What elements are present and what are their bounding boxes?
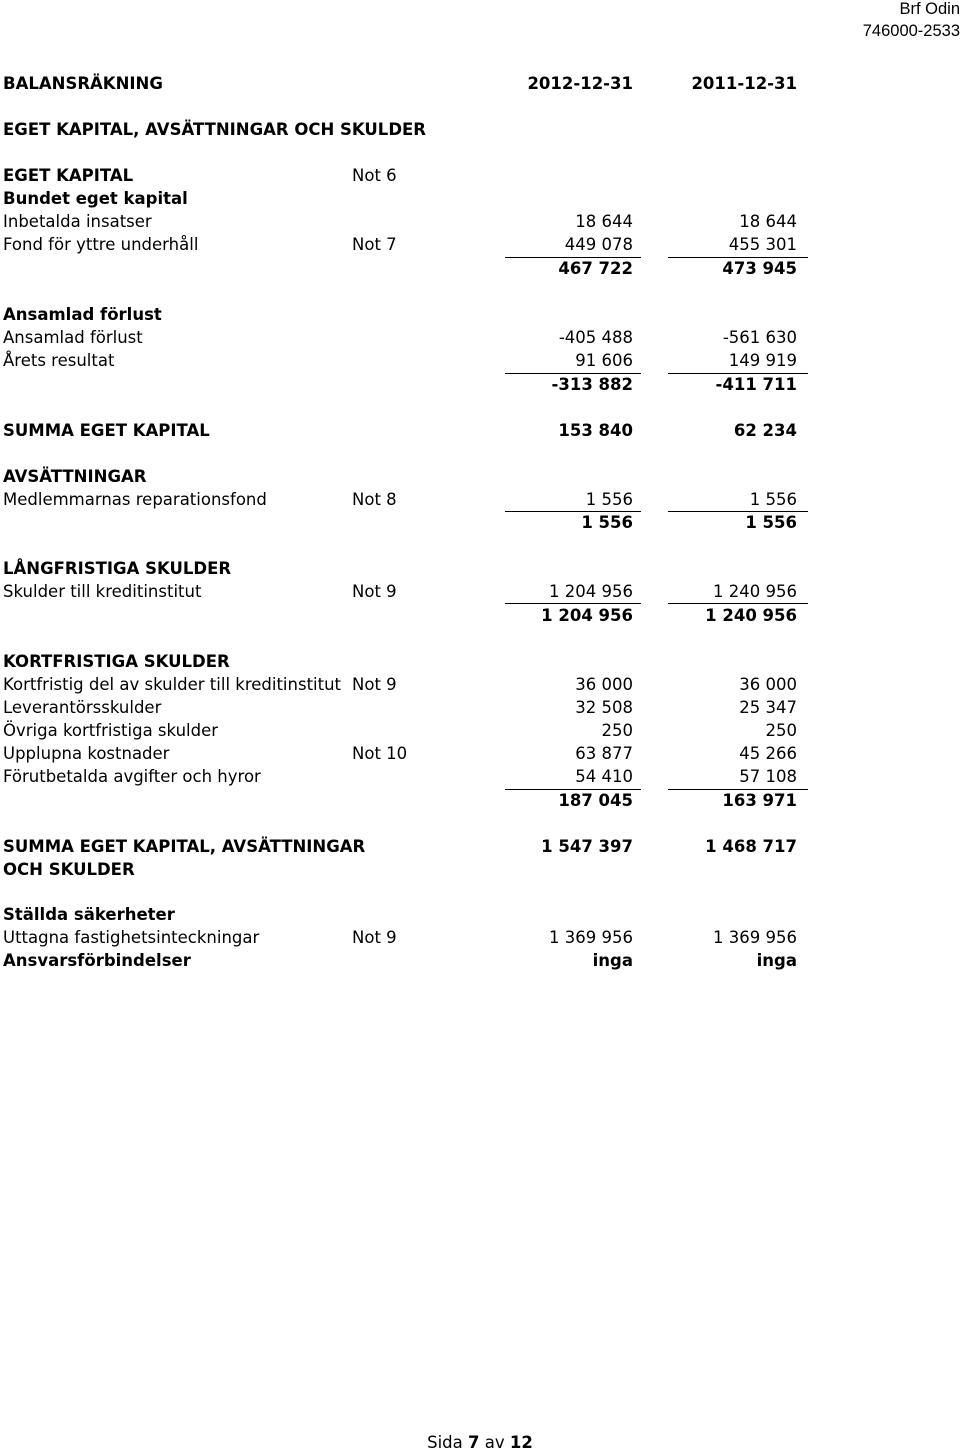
subtotal-2012: 187 045 [558,791,633,810]
value-2011: 1 240 956 [713,582,797,601]
value-2011: -561 630 [722,328,797,347]
equity-note: Not 6 [352,166,397,185]
row-label: Förutbetalda avgifter och hyror [3,767,261,786]
footer-mid: av [484,1433,505,1452]
section-title: EGET KAPITAL, AVSÄTTNINGAR OCH SKULDER [3,120,426,139]
equity-heading: EGET KAPITAL [3,166,134,185]
value-2012: 54 410 [575,767,633,786]
table-row [0,326,960,349]
provisions-heading-row [0,465,960,488]
provisions-heading: AVSÄTTNINGAR [3,467,147,486]
value-2012: 18 644 [575,212,633,231]
value-2012: 250 [601,721,633,740]
table-row [0,349,960,372]
value-2011: 57 108 [739,767,797,786]
subtotal-2011: 163 971 [722,791,797,810]
value-2011: 45 266 [739,744,797,763]
subtotal-row [0,511,960,534]
contingent-2012: inga [592,951,633,970]
grand-total-2011: 1 468 717 [705,837,797,856]
footer-total-pages: 12 [509,1433,533,1452]
value-2011: 1 556 [749,490,797,509]
accumulated-loss-heading: Ansamlad förlust [3,305,162,324]
restricted-equity-heading-row [0,187,960,210]
balance-sheet-title-row [0,72,960,95]
row-note: Not 10 [352,744,408,763]
section-title-row [0,118,960,141]
table-row [0,742,960,765]
footer-prefix: Sida [427,1433,463,1452]
table-row [0,210,960,233]
table-row [0,233,960,256]
value-2012: 91 606 [575,351,633,370]
equity-heading-row [0,164,960,187]
column-header-2011: 2011-12-31 [691,74,797,93]
contingent-label: Ansvarsförbindelser [3,951,191,970]
equity-total-row [0,419,960,442]
pledged-heading-row [0,903,960,926]
value-2011: 36 000 [739,675,797,694]
value-2012: 449 078 [564,235,633,254]
value-2011: 25 347 [739,698,797,717]
row-label: Övriga kortfristiga skulder [3,721,219,740]
restricted-equity-heading: Bundet eget kapital [3,189,188,208]
row-note: Not 9 [352,675,397,694]
value-2011: 250 [765,721,797,740]
org-number: 746000-2533 [862,22,960,40]
total-2011: 62 234 [733,421,797,440]
value-2012: 32 508 [575,698,633,717]
row-note: Not 7 [352,235,397,254]
value-2011: 18 644 [739,212,797,231]
footer-page-number: 7 [468,1433,480,1452]
row-label: Skulder till kreditinstitut [3,582,202,601]
row-label: Ansamlad förlust [3,328,143,347]
total-2012: 153 840 [558,421,633,440]
table-row [0,488,960,511]
value-2012: 1 204 956 [549,582,633,601]
row-label: Medlemmarnas reparationsfond [3,490,267,509]
subtotal-2012: -313 882 [551,375,633,394]
value-2011: 149 919 [728,351,797,370]
row-note: Not 9 [352,582,397,601]
grand-total-label: SUMMA EGET KAPITAL, AVSÄTTNINGAR OCH SKULDER [3,837,366,879]
contingent-2011: inga [756,951,797,970]
table-row [0,719,960,742]
row-label: Leverantörsskulder [3,698,162,717]
long-term-heading-row [0,557,960,580]
table-row [0,926,960,949]
column-header-2012: 2012-12-31 [527,74,633,93]
row-note: Not 8 [352,490,397,509]
company-name: Brf Odin [899,0,960,18]
subtotal-2011: 473 945 [722,259,797,278]
page-footer [0,1432,960,1454]
page-title: BALANSRÄKNING [3,74,163,93]
value-2011: 455 301 [728,235,797,254]
value-2012: 36 000 [575,675,633,694]
subtotal-2012: 1 204 956 [541,606,633,625]
value-2012: 63 877 [575,744,633,763]
contingent-row [0,949,960,972]
subtotal-2012: 1 556 [581,513,633,532]
row-label: Uttagna fastighetsinteckningar [3,928,260,947]
pledged-heading: Ställda säkerheter [3,905,175,924]
value-2011: 1 369 956 [713,928,797,947]
table-row [0,696,960,719]
short-term-heading: KORTFRISTIGA SKULDER [3,652,230,671]
subtotal-2011: 1 556 [745,513,797,532]
row-label: Årets resultat [3,351,115,370]
row-note: Not 9 [352,928,397,947]
row-label: Fond för yttre underhåll [3,235,199,254]
row-label: Inbetalda insatser [3,212,152,231]
subtotal-2012: 467 722 [558,259,633,278]
accumulated-loss-heading-row [0,303,960,326]
value-2012: 1 369 956 [549,928,633,947]
subtotal-row [0,604,960,627]
subtotal-row [0,789,960,812]
subtotal-2011: 1 240 956 [705,606,797,625]
table-row [0,580,960,603]
subtotal-row [0,373,960,396]
subtotal-row [0,257,960,280]
grand-total-row [0,835,960,881]
value-2012: 1 556 [585,490,633,509]
subtotal-2011: -411 711 [715,375,797,394]
long-term-heading: LÅNGFRISTIGA SKULDER [3,559,232,578]
table-row [0,673,960,696]
row-label: Upplupna kostnader [3,744,170,763]
value-2012: -405 488 [558,328,633,347]
total-label: SUMMA EGET KAPITAL [3,421,210,440]
grand-total-2012: 1 547 397 [541,837,633,856]
table-row [0,765,960,788]
short-term-heading-row [0,650,960,673]
row-label: Kortfristig del av skulder till kreditinstitut [3,675,342,694]
